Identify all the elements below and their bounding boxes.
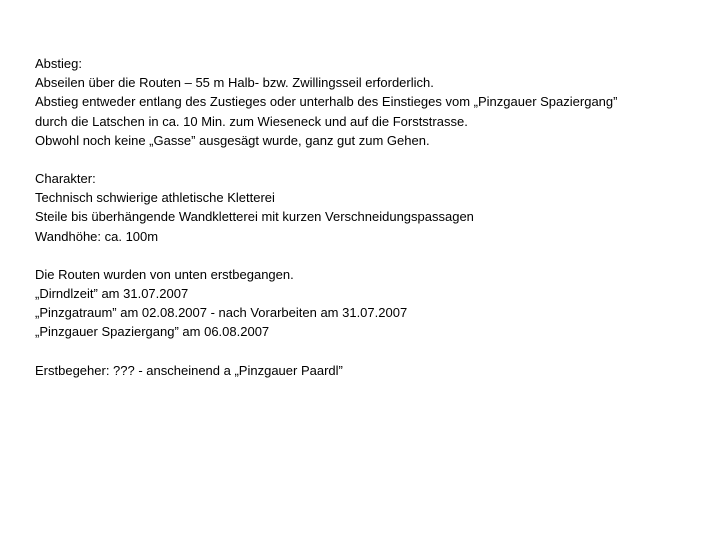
text-line: Technisch schwierige athletische Kletterei [35,190,275,206]
heading-charakter: Charakter: [35,171,96,187]
text-line: Abstieg entweder entlang des Zustieges oder unterhalb des Einstieges vom „Pinzgauer Spaziergang” [35,94,618,110]
text-line: Erstbegeher: ??? - anscheinend a „Pinzgauer Paardl” [35,362,343,378]
section-charakter [35,169,705,246]
text-line: durch die Latschen in ca. 10 Min. zum Wieseneck und auf die Forststrasse. [35,113,468,129]
text-line: Obwohl noch keine „Gasse” ausgesägt wurde, ganz gut zum Gehen. [35,132,430,148]
heading-abstieg: Abstieg: [35,56,82,71]
route-line: „Dirndlzeit” am 31.07.2007 [35,286,189,302]
text-line: Wandhöhe: ca. 100m [35,228,159,244]
section-routes [35,265,705,342]
section-abstieg [35,54,705,150]
section-erstbegeher [35,361,705,380]
text-line: Die Routen wurden von unten erstbegangen. [35,266,294,282]
route-line: „Pinzgauer Spaziergang” am 06.08.2007 [35,324,270,340]
text-line: Steile bis überhängende Wandkletterei mit kurzen Verschneidungspassagen [35,209,474,225]
route-line: „Pinzgatraum” am 02.08.2007 - nach Vorarbeiten am 31.07.2007 [35,305,408,321]
text-line: Abseilen über die Routen – 55 m Halb- bzw. Zwillingsseil erforderlich. [35,75,434,91]
document-page [35,54,705,399]
